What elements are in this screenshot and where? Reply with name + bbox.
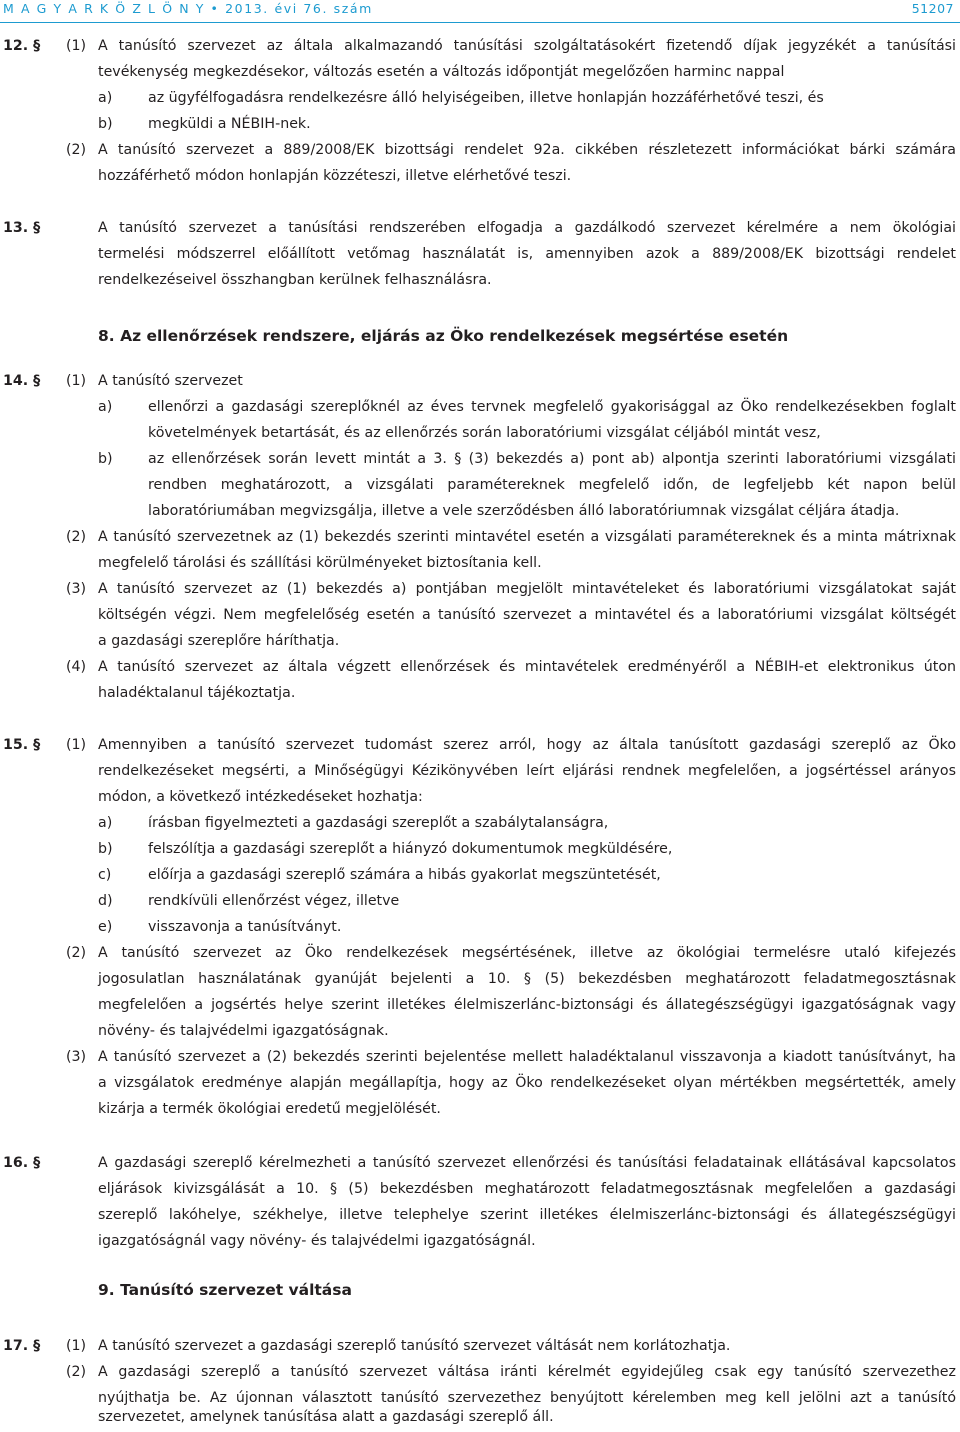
- point-text: az ellenőrzések során levett mintát a 3. § (3) bekezdés a) pont ab) alpontja szerinti laboratóriumi vizsgálati: [148, 451, 956, 467]
- paragraph-label: (1): [66, 38, 87, 54]
- paragraph-label: (2): [66, 945, 87, 961]
- header-rule: [0, 22, 960, 23]
- point-text: írásban figyelmezteti a gazdasági szereplőt a szabálytalanságra,: [148, 815, 609, 831]
- point-label: b): [98, 116, 113, 132]
- paragraph-line: A tanúsító szervezet az Öko rendelkezések megsértésének, illetve az ökológiai termelésre utaló kifejezés: [98, 945, 956, 961]
- paragraph-line: A gazdasági szereplő kérelmezheti a tanúsító szervezet ellenőrzési és tanúsítási feladatainak ellátásával kapcsolatos: [98, 1155, 956, 1171]
- point-text: rendben meghatározott, a vizsgálati paramétereknek megfelelő időn, de legfeljebb két napon belül: [148, 477, 956, 493]
- paragraph-line: igazgatóságnál vagy növény- és talajvédelmi igazgatóságnál.: [98, 1233, 536, 1249]
- paragraph-line: nyújthatja be. Az újonnan választott tanúsító szervezethez benyújtott kérelemben meg kell jelölni azt a tanúsító: [98, 1390, 956, 1406]
- section-number: 16. §: [3, 1155, 41, 1171]
- point-text: megküldi a NÉBIH-nek.: [148, 116, 311, 132]
- paragraph-line: költségén végzi. Nem megfelelőség esetén a tanúsító szervezet a mintavétel és a laboratóriumi vizsgálat költségét: [98, 607, 956, 623]
- paragraph-line: A tanúsító szervezet az általa végzett ellenőrzések és mintavételek eredményéről a NÉBIH-et elektronikus úton: [98, 659, 956, 675]
- running-header: M A G Y A R K Ö Z L Ö N Y • 2013. évi 76. szám: [3, 1, 373, 16]
- paragraph-label: (3): [66, 581, 87, 597]
- point-text: visszavonja a tanúsítványt.: [148, 919, 342, 935]
- point-text: rendkívüli ellenőrzést végez, illetve: [148, 893, 400, 909]
- paragraph-line: A tanúsító szervezet a gazdasági szereplő tanúsító szervezet váltását nem korlátozhatja.: [98, 1338, 731, 1354]
- paragraph-line: kizárja a termék ökológiai eredetű megjelölését.: [98, 1101, 441, 1117]
- paragraph-line: termelési módszerrel előállított vetőmag használatát is, amennyiben azok a 889/2008/EK bizottsági rendelet: [98, 246, 956, 262]
- point-label: a): [98, 399, 113, 415]
- paragraph-line: A tanúsító szervezet: [98, 373, 243, 389]
- paragraph-line: rendelkezéseket megsérti, a Minőségügyi Kézikönyvében leírt eljárási rendnek megfelelően, a jogsértéssel arányos: [98, 763, 956, 779]
- paragraph-line: A tanúsító szervezet a tanúsítási rendszerében elfogadja a gazdálkodó szervezet kérelmére a nem ökológiai: [98, 220, 956, 236]
- paragraph-line: A tanúsító szervezet az általa alkalmazandó tanúsítási szolgáltatásokért fizetendő díjak jegyzékét a tanúsítási: [98, 38, 956, 54]
- point-label: b): [98, 451, 113, 467]
- chapter-heading: 8. Az ellenőrzések rendszere, eljárás az Öko rendelkezések megsértése esetén: [98, 327, 789, 345]
- paragraph-line: a gazdasági szereplőre háríthatja.: [98, 633, 340, 649]
- section-number: 13. §: [3, 220, 41, 236]
- point-label: a): [98, 815, 113, 831]
- paragraph-label: (2): [66, 529, 87, 545]
- section-number: 15. §: [3, 737, 41, 753]
- page-number: 51207: [911, 1, 954, 16]
- point-label: a): [98, 90, 113, 106]
- paragraph-line: A tanúsító szervezet a (2) bekezdés szerinti bejelentése mellett haladéktalanul visszavonja a kiadott tanúsítványt, ha: [98, 1049, 956, 1065]
- paragraph-label: (4): [66, 659, 87, 675]
- point-label: e): [98, 919, 113, 935]
- chapter-heading: 9. Tanúsító szervezet váltása: [98, 1281, 352, 1299]
- paragraph-line: szereplő lakóhelye, székhelye, illetve telephelye szerint illetékes élelmiszerlánc-biztonsági és állategészségügyi: [98, 1207, 956, 1223]
- point-label: d): [98, 893, 113, 909]
- paragraph-line: módon, a következő intézkedéseket hozhatja:: [98, 789, 423, 805]
- section-number: 12. §: [3, 38, 41, 54]
- point-text: felszólítja a gazdasági szereplőt a hiányzó dokumentumok megküldésére,: [148, 841, 673, 857]
- paragraph-line: Amennyiben a tanúsító szervezet tudomást szerez arról, hogy az általa tanúsított gazdasági szereplő az Öko: [98, 737, 956, 753]
- point-text: előírja a gazdasági szereplő számára a hibás gyakorlat megszüntetését,: [148, 867, 661, 883]
- paragraph-line: A tanúsító szervezetnek az (1) bekezdés szerinti mintavétel esetén a vizsgálati paramétereknek és a minta mátrixnak: [98, 529, 956, 545]
- point-text: követelmények betartását, és az ellenőrzés során laboratóriumi vizsgálat céljából mintát vesz,: [148, 425, 821, 441]
- paragraph-line: növény- és talajvédelmi igazgatóságnak.: [98, 1023, 389, 1039]
- paragraph-line: szervezetet, amelynek tanúsítása alatt a gazdasági szereplő áll.: [98, 1409, 554, 1425]
- paragraph-line: jogosulatlan használatának gyanúját bejelenti a 10. § (5) bekezdésben meghatározott feladatmegosztásnak: [98, 971, 956, 987]
- point-label: c): [98, 867, 112, 883]
- point-text: az ügyfélfogadásra rendelkezésre álló helyiségeiben, illetve honlapján hozzáférhetővé teszi, és: [148, 90, 824, 106]
- section-number: 17. §: [3, 1338, 41, 1354]
- point-text: ellenőrzi a gazdasági szereplőknél az éves tervnek megfelelő gyakorisággal az Öko rendelkezésekben foglalt: [148, 399, 956, 415]
- paragraph-label: (2): [66, 1364, 87, 1380]
- paragraph-label: (1): [66, 373, 87, 389]
- paragraph-line: A tanúsító szervezet a 889/2008/EK bizottsági rendelet 92a. cikkében részletezett információkat bárki számára: [98, 142, 956, 158]
- paragraph-line: megfelelő tárolási és szállítási körülményeket biztosítania kell.: [98, 555, 542, 571]
- paragraph-line: A gazdasági szereplő a tanúsító szervezet váltása iránti kérelmét egyidejűleg csak egy tanúsító szervezethez: [98, 1364, 956, 1380]
- paragraph-line: hozzáférhető módon honlapján közzéteszi, illetve elérhetővé teszi.: [98, 168, 572, 184]
- paragraph-label: (1): [66, 737, 87, 753]
- paragraph-line: megfelelően a jogsértés helye szerint illetékes élelmiszerlánc-biztonsági és állategészségügyi igazgatóságnak vagy: [98, 997, 956, 1013]
- point-label: b): [98, 841, 113, 857]
- paragraph-line: A tanúsító szervezet az (1) bekezdés a) pontjában megjelölt mintavételeket és laboratóriumi vizsgálatokat saját: [98, 581, 956, 597]
- paragraph-line: haladéktalanul tájékoztatja.: [98, 685, 296, 701]
- paragraph-line: a vizsgálatok eredménye alapján megállapítja, hogy az Öko rendelkezéseket olyan mértékben megsértették, amely: [98, 1075, 956, 1091]
- paragraph-label: (2): [66, 142, 87, 158]
- paragraph-label: (1): [66, 1338, 87, 1354]
- paragraph-line: tevékenység megkezdésekor, változás esetén a változás időpontját megelőzően harminc nappal: [98, 64, 785, 80]
- paragraph-line: rendelkezéseivel összhangban kerülnek felhasználásra.: [98, 272, 492, 288]
- section-number: 14. §: [3, 373, 41, 389]
- point-text: laboratóriumában megvizsgálja, illetve a vele szerződésben álló laboratóriumnak vizsgálat céljára átadja.: [148, 503, 900, 519]
- paragraph-label: (3): [66, 1049, 87, 1065]
- paragraph-line: eljárások kivizsgálását a 10. § (5) bekezdésben meghatározott feladatmegosztásnak megfelelően a gazdasági: [98, 1181, 956, 1197]
